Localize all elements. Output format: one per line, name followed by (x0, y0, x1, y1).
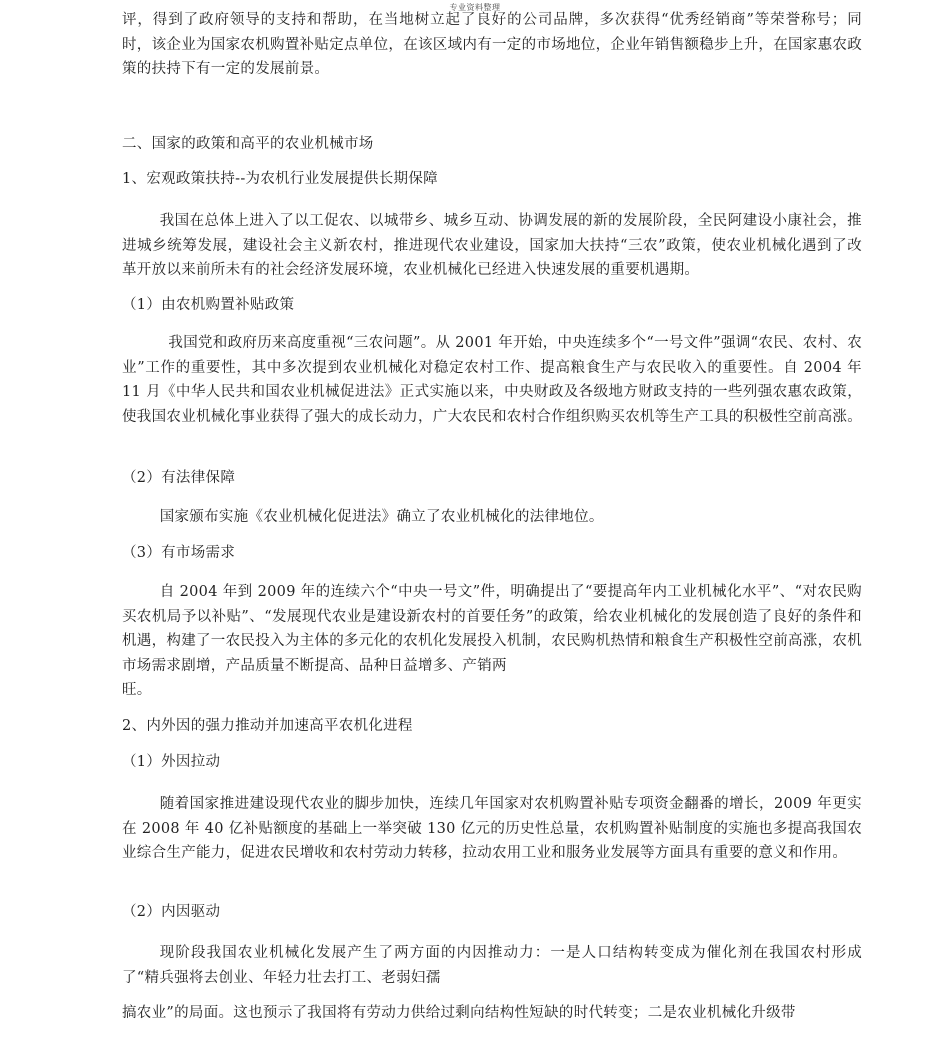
internal-factor-title: （2）内因驱动 (122, 904, 221, 920)
external-factor-title: （1）外因拉动 (122, 754, 221, 770)
item-3-title: （3）有市场需求 (122, 545, 236, 561)
item-1-body: 我国党和政府历来高度重视“三农问题”。从 2001 年开始，中央连续多个“一号文件”强调“农民、农村、农业”工作的重要性，其中多次提到农业机械化对稳定农村工作、提高粮食生产与农民收入的重要性。自 2004 年 11 月《中华人民共和国农业机械促进法》正式实施以来，中央财政及各级地方财政支持的一些列强农惠农政策，使我国农业机械化事业获得了强大的成长动力，广大农民和农村合作组织购买农机等生产工具的积极性空前高涨。 (122, 335, 862, 425)
item-2-body: 国家颁布实施《农业机械化促进法》确立了农业机械化的法律地位。 (159, 509, 604, 525)
section-2-title: 二、国家的政策和高平的农业机械市场 (122, 136, 374, 152)
internal-factor-body: 现阶段我国农业机械化发展产生了两方面的内因推动力：一是人口结构转变成为催化剂在我国农村形成了“精兵强将去创业、年轻力壮去打工、老弱妇孺 (122, 945, 862, 986)
internal-factor-tail: 搞农业”的局面。这也预示了我国将有劳动力供给过剩向结构性短缺的时代转变；二是农业机械化升级带 (122, 1005, 796, 1021)
subsection-1-body: 我国在总体上进入了以工促农、以城带乡、城乡互动、协调发展的新的发展阶段，全民阿建设小康社会，推进城乡统筹发展，建设社会主义新农村，推进现代农业建设，国家加大扶持“三农”政策，使农业机械化遇到了改革开放以来前所未有的社会经济发展环境，农业机械化已经进入快速发展的重要机遇期。 (122, 213, 862, 278)
subsection-2-title: 2、内外因的强力推动并加速高平农机化进程 (122, 718, 413, 734)
item-2-title: （2）有法律保障 (122, 470, 236, 486)
item-3-tail: 旺。 (122, 682, 152, 698)
subsection-1-title: 1、宏观政策扶持--为农机行业发展提供长期保障 (122, 171, 438, 187)
intro-paragraph: 评，得到了政府领导的支持和帮助，在当地树立起了良好的公司品牌，多次获得“优秀经销商”等荣誉称号；同时，该企业为国家农机购置补贴定点单位，在该区域内有一定的市场地位，企业年销售额稳步上升，在国家惠农政策的扶持下有一定的发展前景。 (122, 12, 862, 77)
external-factor-body: 随着国家推进建设现代农业的脚步加快，连续几年国家对农机购置补贴专项资金翻番的增长，2009 年更实在 2008 年 40 亿补贴额度的基础上一举突破 130 亿元的历史性总量，农机购置补贴制度的实施也多提高我国农业综合生产能力，促进农民增收和农村劳动力转移，拉动农用工业和服务业发展等方面具有重要的意义和作用。 (122, 796, 862, 861)
item-1-title: （1）由农机购置补贴政策 (122, 297, 295, 313)
item-3-body: 自 2004 年到 2009 年的连续六个“中央一号文”件，明确提出了“要提高年内工业机械化水平”、“对农民购买农机局予以补贴”、“发展现代农业是建设新农村的首要任务”的政策，给农业机械化的发展创造了良好的条件和机遇，构建了一农民投入为主体的多元化的农机化发展投入机制，农民购机热情和粮食生产积极性空前高涨，农机市场需求剧增，产品质量不断提高、品种日益增多、产销两 (122, 584, 862, 674)
header-note: 专业资料整理 (449, 3, 501, 12)
